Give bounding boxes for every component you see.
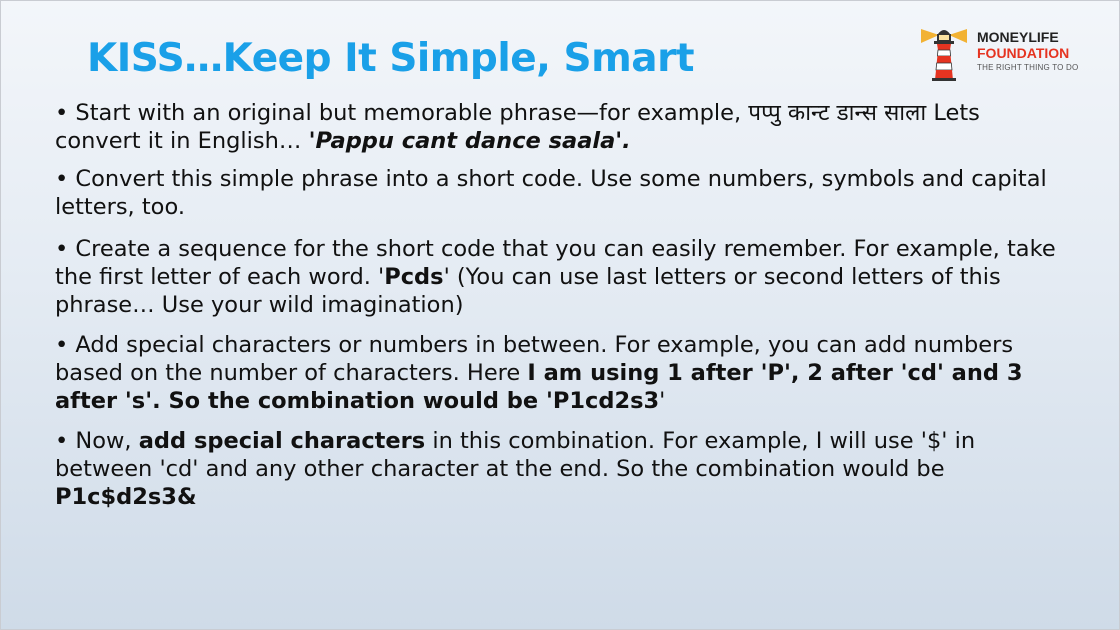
- bullet-item: [55, 235, 1065, 319]
- lighthouse-icon: [919, 25, 969, 83]
- bullet-emphasis: I am using 1 after 'P', 2 after 'cd' and 3 after 's'. So the combination would be 'P1cd2s3: [55, 360, 1023, 414]
- slide-title: KISS…Keep It Simple, Smart: [87, 36, 694, 81]
- bullet-text: • Add special characters or numbers in between. For example, you can add numbers based on the number of characters. Here: [55, 332, 1014, 386]
- bullet-item: [55, 99, 1065, 155]
- moneylife-foundation-logo: [919, 25, 1109, 85]
- logo-name-line2: FOUNDATION: [977, 45, 1070, 61]
- logo-text: [977, 29, 1078, 75]
- bullet-emphasis: 'Pappu cant dance saala'.: [308, 128, 631, 154]
- bullet-text: ': [659, 388, 666, 414]
- bullet-emphasis: Pcds: [384, 264, 444, 290]
- bullet-text: • Now,: [55, 428, 139, 454]
- logo-tagline: THE RIGHT THING TO DO: [977, 63, 1079, 72]
- logo-name-line1: MONEYLIFE: [977, 29, 1059, 45]
- bullet-emphasis: P1c$d2s3&: [55, 484, 197, 510]
- bullet-text: • Create a sequence for the short code that you can easily remember. For example, take the first letter of each word. ': [55, 236, 1056, 290]
- bullet-text: • Convert this simple phrase into a short code. Use some numbers, symbols and capital letters, too.: [55, 166, 1047, 220]
- bullet-text: • Start with an original but memorable phrase—for example, पप्पु कान्ट डान्स साला Lets convert it in English…: [55, 100, 980, 154]
- bullet-emphasis: add special characters: [138, 428, 426, 454]
- bullet-list: [55, 99, 1065, 523]
- bullet-text: in this combination. For example, I will use '$' in between 'cd' and any other character at the end. So the combination would be: [55, 428, 976, 482]
- bullet-item: [55, 165, 1065, 221]
- bullet-text: ' (You can use last letters or second letters of this phrase… Use your wild imagination): [55, 264, 1001, 318]
- bullet-item: [55, 427, 1065, 511]
- bullet-item: [55, 331, 1065, 415]
